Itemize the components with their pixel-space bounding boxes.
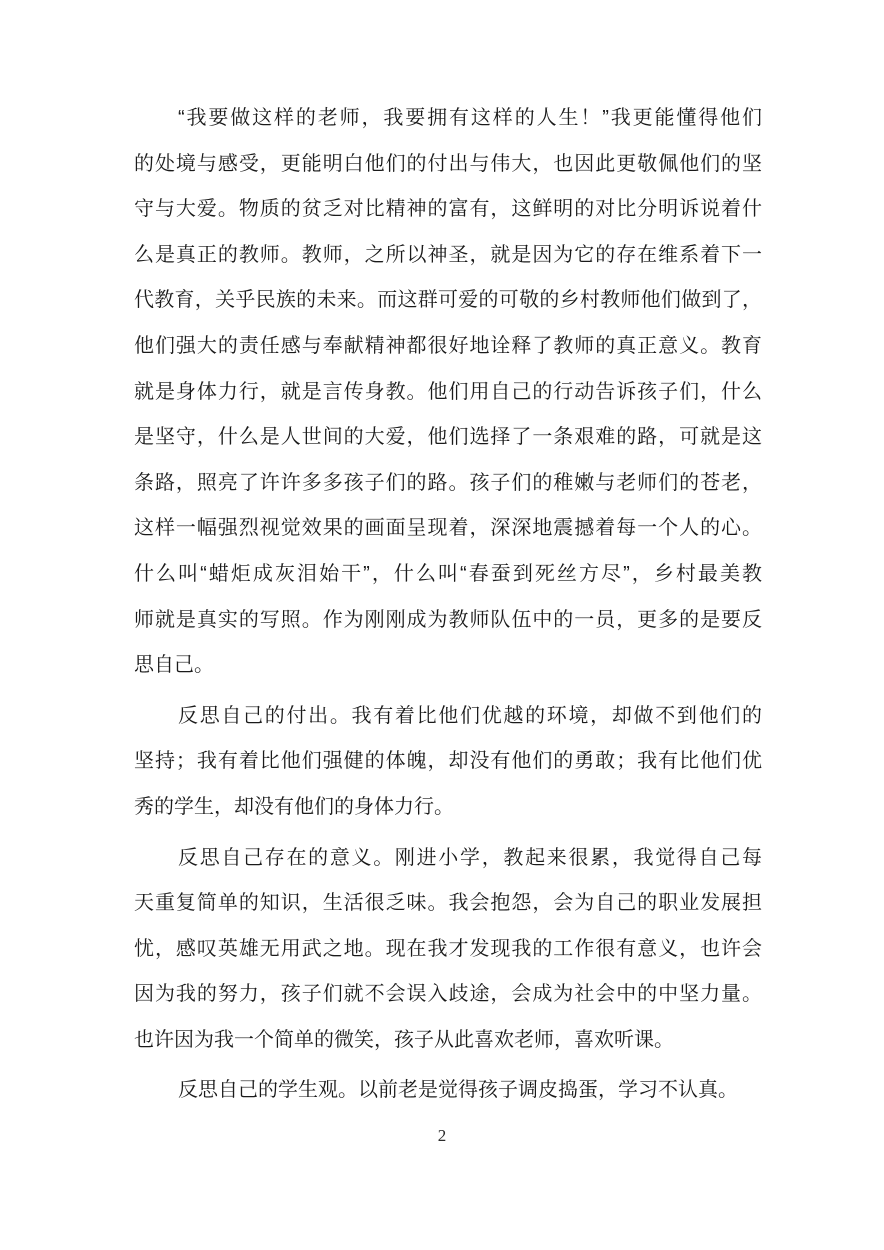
- text-line: “我要做这样的老师，我要拥有这样的人生！”我更能懂得他们: [178, 107, 762, 129]
- text-line: 坚持；我有着比他们强健的体魄，却没有他们的勇敢；我有比他们优: [134, 750, 762, 773]
- text-line: 守与大爱。物质的贫乏对比精神的富有，这鲜明的对比分明诉说着什: [134, 198, 762, 221]
- text-line: 师就是真实的写照。作为刚刚成为教师队伍中的一员，更多的是要反: [134, 608, 762, 631]
- text-line: 反思自己的学生观。以前老是觉得孩子调皮捣蛋，学习不认真。: [178, 1079, 738, 1102]
- text-line: 这样一幅强烈视觉效果的画面呈现着，深深地震撼着每一个人的心。: [134, 517, 762, 540]
- text-line: 条路，照亮了许许多多孩子们的路。孩子们的稚嫩与老师们的苍老，: [134, 471, 762, 494]
- paragraph: [134, 96, 762, 689]
- text-line: 就是身体力行，就是言传身教。他们用自己的行动告诉孩子们，什么: [134, 380, 762, 403]
- text-line: 因为我的努力，孩子们就不会误入歧途，会成为社会中的中坚力量。: [134, 983, 762, 1006]
- text-line: 反思自己存在的意义。刚进小学，教起来很累，我觉得自己每: [178, 846, 762, 869]
- text-line: 是坚守，什么是人世间的大爱，他们选择了一条艰难的路，可就是这: [134, 426, 762, 449]
- text-line: 他们强大的责任感与奉献精神都很好地诠释了教师的真正意义。教育: [134, 334, 762, 357]
- paragraph: [134, 1068, 762, 1114]
- text-line: 么是真正的教师。教师，之所以神圣，就是因为它的存在维系着下一: [134, 243, 762, 266]
- text-line: 反思自己的付出。我有着比他们优越的环境，却做不到他们的: [178, 704, 762, 727]
- paragraph: [134, 694, 762, 831]
- text-line: 秀的学生，却没有他们的身体力行。: [134, 795, 454, 818]
- document-body: [134, 96, 762, 1114]
- text-line: 代教育，关乎民族的未来。而这群可爱的可敬的乡村教师他们做到了，: [134, 289, 762, 312]
- page-number: 2: [437, 1126, 447, 1145]
- paragraph: [134, 836, 762, 1064]
- text-line: 天重复简单的知识，生活很乏味。我会抱怨，会为自己的职业发展担: [134, 892, 762, 915]
- text-line: 的处境与感受，更能明白他们的付出与伟大，也因此更敬佩他们的坚: [134, 152, 762, 175]
- text-line: 什么叫“蜡炬成灰泪始干”，什么叫“春蚕到死丝方尽”，乡村最美教: [134, 562, 762, 585]
- text-line: 思自己。: [134, 654, 214, 677]
- text-line: 忧，感叹英雄无用武之地。现在我才发现我的工作很有意义，也许会: [134, 937, 762, 960]
- text-line: 也许因为我一个简单的微笑，孩子从此喜欢老师，喜欢听课。: [134, 1028, 674, 1051]
